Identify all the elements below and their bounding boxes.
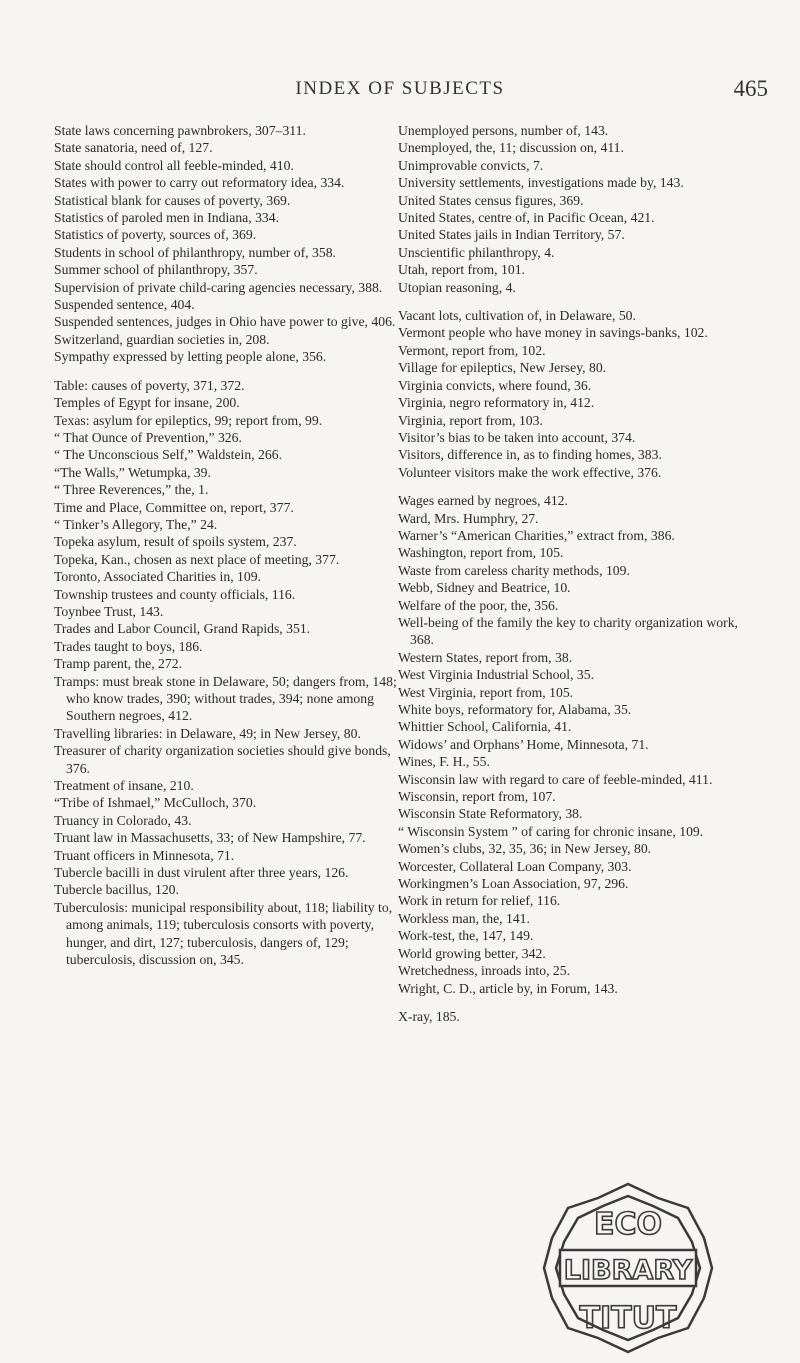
index-entry: United States census figures, 369. [398,192,584,208]
stamp-top-text: ECO [593,1207,663,1242]
index-entry: Utopian reasoning, 4. [398,279,516,295]
page-header [0,78,800,108]
index-entry: Waste from careless charity methods, 109. [398,562,630,578]
index-entry: Village for epileptics, New Jersey, 80. [398,360,607,376]
index-entry: Vermont, report from, 102. [398,342,546,358]
index-entry: Statistical blank for causes of poverty, 369. [54,192,291,208]
page-number: 465 [733,76,768,101]
index-entry: Virginia, report from, 103. [398,412,543,428]
index-entry: X-ray, 185. [398,1008,460,1024]
group-spacer [54,366,416,377]
index-entry: Treatment of insane, 210. [54,778,194,794]
index-entry: Truant officers in Minnesota, 71. [54,847,235,863]
index-entry: “ Wisconsin System ” of caring for chronic insane, 109. [398,823,704,839]
index-entry: Visitor’s bias to be taken into account, 374. [398,429,636,445]
index-entry: Suspended sentences, judges in Ohio have power to give, 406. [54,314,396,330]
index-entry: Ward, Mrs. Humphry, 27. [398,510,539,526]
index-entry: States with power to carry out reformatory idea, 334. [54,175,345,191]
index-entry: United States, centre of, in Pacific Ocean, 421. [398,210,655,226]
index-entry: Wisconsin law with regard to care of feeble-minded, 411. [398,771,713,787]
index-entry: Township trustees and county officials, 116. [54,586,296,602]
index-entry: Utah, report from, 101. [398,262,525,278]
index-entry: Work-test, the, 147, 149. [398,928,534,944]
index-entry: Time and Place, Committee on, report, 377. [54,499,294,515]
index-entry: Temples of Egypt for insane, 200. [54,395,240,411]
index-entry: Unimprovable convicts, 7. [398,157,544,173]
index-entry: Statistics of paroled men in Indiana, 334. [54,210,280,226]
index-entry: Wright, C. D., article by, in Forum, 143. [398,980,618,996]
index-entry: Sympathy expressed by letting people alone, 356. [54,349,327,365]
index-entry: Wines, F. H., 55. [398,754,490,770]
index-entry: Visitors, difference in, as to finding homes, 383. [398,447,662,463]
index-entry: Workingmen’s Loan Association, 97, 296. [398,876,629,892]
index-entry: Well-being of the family the key to charity organization work, 368. [398,614,738,648]
running-head: INDEX OF SUBJECTS [295,78,505,99]
stamp-bottom-text: TITUT [579,1301,677,1336]
group-spacer [398,997,764,1008]
index-entry: Unemployed persons, number of, 143. [398,123,609,138]
index-entry: Summer school of philanthropy, 357. [54,262,258,278]
index-entry: Webb, Sidney and Beatrice, 10. [398,580,571,596]
index-entry: State laws concerning pawnbrokers, 307–311. [54,123,306,138]
index-entry: “ Three Reverences,” the, 1. [54,482,209,498]
index-entry: Wretchedness, inroads into, 25. [398,963,571,979]
index-entry: Tuberculosis: municipal responsibility about, 118; liability to, among animals, 119; tuberculosis consorts with poverty, hunger, and dirt, 127; tuberculosis, dangers of, 129; tuberculosis, discussion on, 345. [54,899,393,968]
index-entry: University settlements, investigations made by, 143. [398,175,684,191]
index-entry: Toynbee Trust, 143. [54,603,164,619]
index-entry: Toronto, Associated Charities in, 109. [54,569,261,585]
index-entry: West Virginia Industrial School, 35. [398,667,595,683]
index-entry: Wages earned by negroes, 412. [398,493,568,509]
index-entry: Volunteer visitors make the work effective, 376. [398,464,662,480]
index-entry: Vermont people who have money in savings-banks, 102. [398,325,708,341]
index-entry: Students in school of philanthropy, number of, 358. [54,244,336,260]
index-entry: Topeka asylum, result of spoils system, 237. [54,534,297,550]
index-entry: Virginia convicts, where found, 36. [398,377,592,393]
index-entry: Widows’ and Orphans’ Home, Minnesota, 71. [398,736,649,752]
index-entry: Texas: asylum for epileptics, 99; report from, 99. [54,412,323,428]
index-entry: Trades taught to boys, 186. [54,638,203,654]
index-entry: Truancy in Colorado, 43. [54,812,192,828]
index-entry: Truant law in Massachusetts, 33; of New Hampshire, 77. [54,830,366,846]
index-entry: Suspended sentence, 404. [54,297,195,313]
index-entry: Supervision of private child-caring agencies necessary, 388. [54,279,383,295]
index-entry: State should control all feeble-minded, 410. [54,157,294,173]
index-entry: Unscientific philanthropy, 4. [398,244,555,260]
index-entry: State sanatoria, need of, 127. [54,140,213,156]
index-entry: Virginia, negro reformatory in, 412. [398,395,595,411]
index-entry: “The Walls,” Wetumpka, 39. [54,464,211,480]
index-entry: Tubercle bacillus, 120. [54,882,179,898]
index-entry: Vacant lots, cultivation of, in Delaware, 50. [398,308,636,324]
index-entry: Washington, report from, 105. [398,545,564,561]
group-spacer [398,296,764,307]
group-spacer [398,481,764,492]
index-entry: Wisconsin State Reformatory, 38. [398,806,583,822]
index-entry: Warner’s “American Charities,” extract from, 386. [398,527,675,543]
index-entry: Trades and Labor Council, Grand Rapids, 351. [54,621,311,637]
index-entry: Tramps: must break stone in Delaware, 50; dangers from, 148; who know trades, 390; without trades, 394; none among Southern negroes, 412. [54,673,397,724]
index-entry: Table: causes of poverty, 371, 372. [54,377,245,393]
index-entry: West Virginia, report from, 105. [398,684,574,700]
index-entry: Switzerland, guardian societies in, 208. [54,331,270,347]
index-entry: “ The Unconscious Self,” Waldstein, 266. [54,447,282,463]
index-entry: Travelling libraries: in Delaware, 49; in New Jersey, 80. [54,725,361,741]
index-entry: Tubercle bacilli in dust virulent after three years, 126. [54,865,349,881]
library-stamp-icon [538,1178,718,1358]
index-entry: Tramp parent, the, 272. [54,656,182,672]
index-entry: World growing better, 342. [398,945,546,961]
index-entry: “ That Ounce of Prevention,” 326. [54,429,242,445]
index-entry: “ Tinker’s Allegory, The,” 24. [54,516,218,532]
index-entry: Women’s clubs, 32, 35, 36; in New Jersey, 80. [398,841,652,857]
index-entry: Wisconsin, report from, 107. [398,789,556,805]
index-entry: Unemployed, the, 11; discussion on, 411. [398,140,624,156]
index-entry: Statistics of poverty, sources of, 369. [54,227,257,243]
index-entry: White boys, reformatory for, Alabama, 35. [398,702,632,717]
index-entry: Topeka, Kan., chosen as next place of meeting, 377. [54,551,340,567]
index-entry: Whittier School, California, 41. [398,719,572,735]
index-entry: Work in return for relief, 116. [398,893,561,909]
index-column-left [54,122,416,969]
index-entry: Workless man, the, 141. [398,910,530,926]
index-column-right [398,122,764,1025]
index-entry: “Tribe of Ishmael,” McCulloch, 370. [54,795,257,811]
index-entry: Western States, report from, 38. [398,649,573,665]
index-entry: Treasurer of charity organization societies should give bonds, 376. [54,743,391,776]
index-entry: Welfare of the poor, the, 356. [398,597,559,613]
stamp-middle-text: LIBRARY [563,1255,693,1286]
index-entry: United States jails in Indian Territory, 57. [398,227,625,243]
index-entry: Worcester, Collateral Loan Company, 303. [398,858,632,874]
